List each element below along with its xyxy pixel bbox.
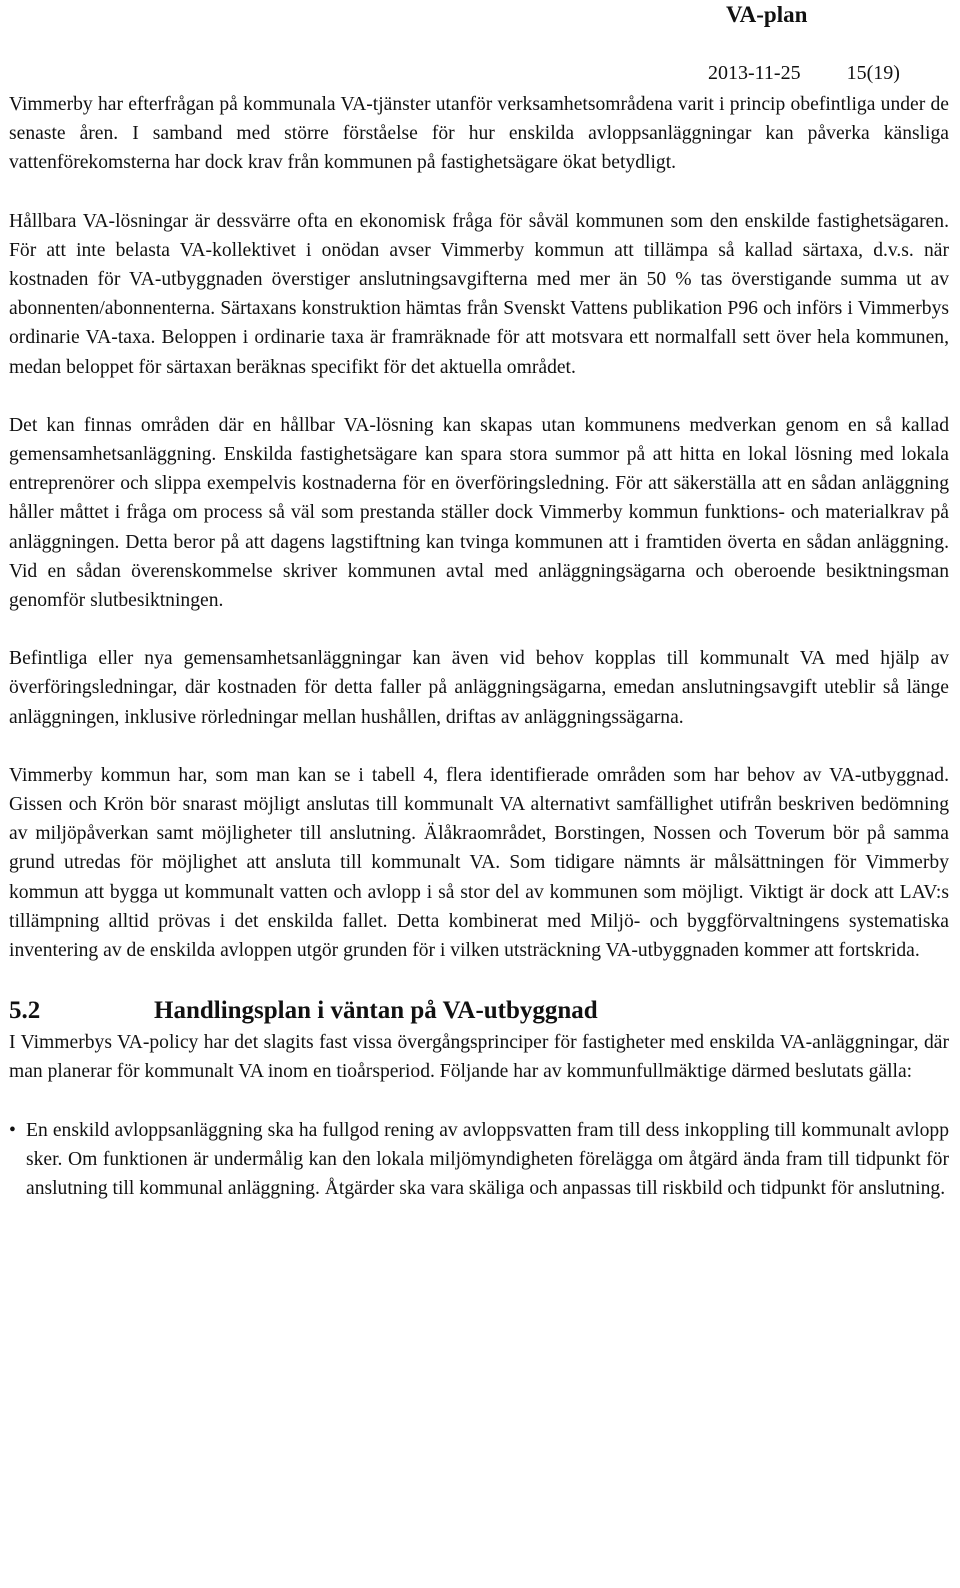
section-intro: I Vimmerbys VA-policy har det slagits fast vissa övergångsprinciper för fastigheter med enskilda VA-anläggningar, där man planerar för kommunalt VA inom en tioårsperiod. Följande har av kommunfullmäktige därmed beslutats gälla: [9, 1032, 949, 1083]
document-body [9, 90, 949, 1203]
header-meta [708, 60, 900, 86]
section-title: Handlingsplan i väntan på VA-utbyggnad [154, 997, 598, 1025]
paragraph: Befintliga eller nya gemensamhetsanläggningar kan även vid behov kopplas till kommunalt VA med hjälp av överföringsledningar, där kostnaden för detta faller på anläggningsägarna, emedan anslutningsavgift uteblir så länge anläggningen, inklusive rörledningar mellan hushållen, driftas av anläggningssägarna. [9, 648, 949, 728]
paragraph: Det kan finnas områden där en hållbar VA-lösning kan skapas utan kommunens medverkan genom en så kallad gemensamhetsanläggning. Enskilda fastighetsägare kan spara stora summor på att hitta en lokal lösning med lokala entreprenörer och slippa exempelvis kostnaderna för en överföringsledning. För att säkerställa att en sådan anläggning håller måttet i fråga om process så väl som prestanda ställer dock Vimmerby kommun funktions- och materialkrav på anläggningen. Detta beror på att dagens lagstiftning kan tvinga kommunen att i framtiden överta en sådan anläggning. Vid en sådan överenskommelse skriver kommunen avtal med anläggningsägarna och oberoende besiktningsman genomför slutbesiktningen. [9, 414, 949, 612]
list-item-text: En enskild avloppsanläggning ska ha fullgod rening av avloppsvatten fram till dess inkoppling till kommunalt avlopp sker. Om funktionen är undermålig kan den lokala miljömyndigheten förelägga om åtgärd ända fram till tidpunkt för anslutning till kommunal anläggning. Åtgärder ska vara skäliga och anpassas till riskbild och tidpunkt för anslutning. [26, 1119, 949, 1200]
section-number: 5.2 [9, 997, 41, 1025]
paragraph: Vimmerby kommun har, som man kan se i tabell 4, flera identifierade områden som har behov av VA-utbyggnad. Gissen och Krön bör snarast möjligt anslutas till kommunalt VA alternativt samfällighet utifrån beskriven bedömning av miljöpåverkan samt möjligheter till anslutning. Älåkraområdet, Borstingen, Nossen och Toverum bör på samma grund utredas för möjlighet att ansluta till kommunalt VA. Som tidigare nämnts är målsättningen för Vimmerby kommun att bygga ut kommunalt vatten och avlopp i så stor del av kommunen som möjligt. Viktigt är dock att LAV:s tillämpning alltid prövas i det enskilda fallet. Detta kombinerat med Miljö- och byggförvaltningens systematiska inventering av de enskilda avloppen utgör grunden för i vilken utsträckning VA-utbyggnaden kommer att fortskrida. [9, 764, 949, 962]
list-item [9, 1116, 949, 1204]
bullet-list [9, 1116, 949, 1204]
page-number: 15(19) [846, 62, 900, 84]
paragraph: Hållbara VA-lösningar är dessvärre ofta en ekonomisk fråga för såväl kommunen som den enskilde fastighetsägaren. För att inte belasta VA-kollektivet i onödan avser Vimmerby kommun att tillämpa så kallad särtaxa, d.v.s. när kostnaden för VA-utbyggnaden överstiger anslutningsavgifterna med mer än 50 % tas överstigande summa ut av abonnenten/abonnenterna. Särtaxans konstruktion hämtas från Svenskt Vattens publikation P96 och införs i Vimmerbys ordinarie VA-taxa. Beloppen i ordinarie taxa är framräknade för att motsvara ett normalfall sett över hela kommunen, medan beloppet för särtaxan beräknas specifikt för det aktuella området. [9, 210, 949, 378]
document-title: VA-plan [726, 2, 808, 27]
bullet-icon: • [9, 1119, 16, 1141]
section-heading [9, 994, 949, 1028]
paragraph: Vimmerby har efterfrågan på kommunala VA-tjänster utanför verksamhetsområdena varit i princip obefintliga under de senaste åren. I samband med större förståelse för hur enskilda avloppsanläggningar kan påverka känsliga vattenförekomsterna har dock krav från kommunen på fastighetsägare ökat betydligt. [9, 94, 949, 174]
document-date: 2013-11-25 [708, 62, 801, 84]
